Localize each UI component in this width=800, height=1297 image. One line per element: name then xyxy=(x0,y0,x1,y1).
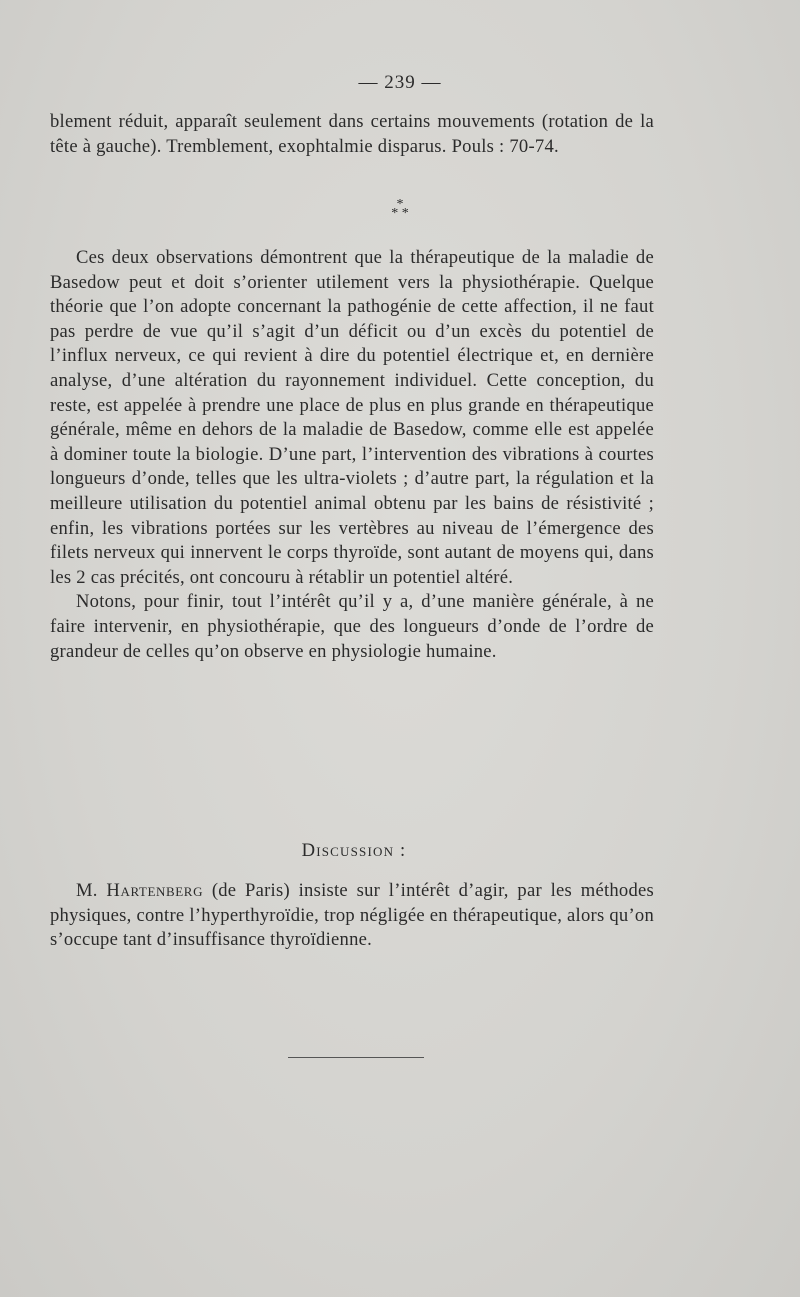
end-rule xyxy=(288,1057,424,1058)
discussion-text xyxy=(50,879,654,953)
paragraph-text: blement réduit, apparaît seulement dans certains mouvements (rotation de la tête à gauche). Tremblement, exophtalmie disparus. Pouls : 70-74. xyxy=(50,111,654,157)
paragraph-conclusion: Ces deux observations démontrent que la thérapeutique de la maladie de Basedow peut et doit s’orienter utilement vers la physiothérapie. Quelque théorie que l’on adopte concernant la pathogénie de cette affection, il ne faut pas perdre de vue qu’il s’agit d’un déficit ou d’un excès du potentiel de l’influx nerveux, ce qui revient à dire du potentiel électrique et, en dernière analyse, d’une altération du rayonnement individuel. Cette conception, du reste, est appelée à prendre une place de plus en plus grande en thérapeutique générale, même en dehors de la maladie de Basedow, comme elle est appelée à dominer toute la biologie. D’une part, l’intervention des vibrations à courtes longueurs d’onde, telles que les ultra-violets ; d’autre part, la régulation et la meilleure utilisation du potentiel animal obtenu par les bains de résistivité ; enfin, les vibrations portées sur les vertèbres au niveau de l’émergence des filets nerveux qui innervent le corps thyroïde, sont autant de moyens qui, dans les 2 cas précités, ont concouru à rétablir un potentiel altéré. xyxy=(50,247,654,588)
page-number: — 239 — xyxy=(358,72,442,93)
main-text xyxy=(50,246,654,664)
discussion-heading: Discussion : xyxy=(301,840,407,861)
discussion-paragraph xyxy=(50,879,654,953)
discussion-body: (de Paris) insiste sur l’intérêt d’agir, par les méthodes physiques, contre l’hyperthyroïdie, trop négligée en thérapeutique, alors qu’on s’occupe tant d’insuffisance thyroïdienne. xyxy=(50,880,654,951)
paragraph-final-note: Notons, pour finir, tout l’intérêt qu’il y a, d’une manière générale, à ne faire intervenir, en physiothérapie, que des longueurs d’onde de l’ordre de grandeur de celles qu’on observe en physiologie humaine. xyxy=(50,591,654,662)
asterism-divider xyxy=(0,197,800,221)
speaker-title: M. xyxy=(76,880,98,901)
speaker-name: Hartenberg xyxy=(106,880,204,901)
asterism-symbol: * * * xyxy=(391,197,409,221)
continued-paragraph xyxy=(50,110,654,159)
